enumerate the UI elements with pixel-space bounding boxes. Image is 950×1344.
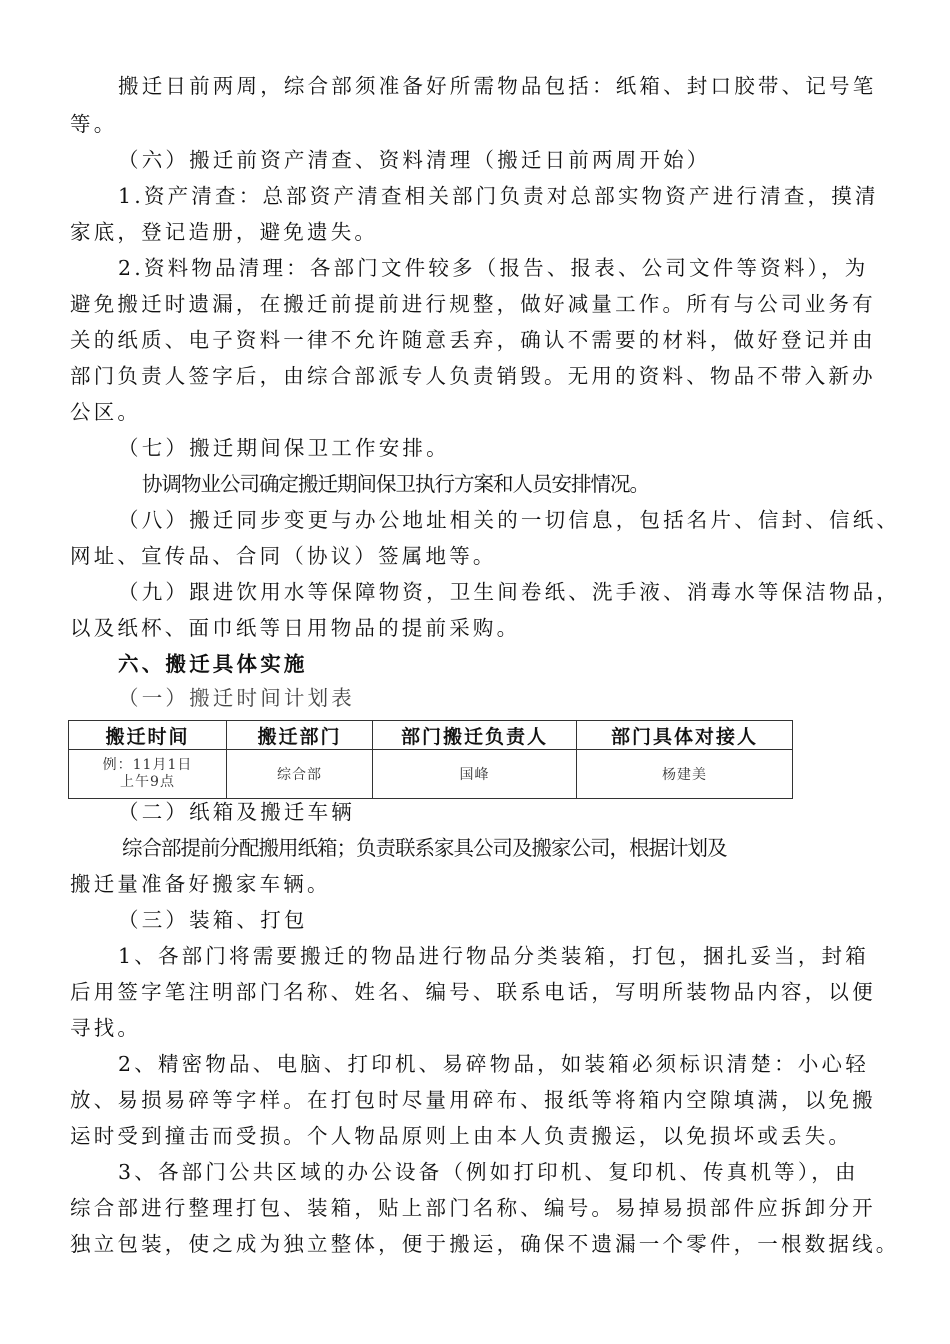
paragraph-line: 协调物业公司确定搬迁期间保卫执行方案和人员安排情况。 (142, 472, 649, 496)
section-heading: （八）搬迁同步变更与办公地址相关的一切信息，包括名片、信封、信纸、 (118, 508, 901, 532)
paragraph-line: 综合部提前分配搬用纸箱；负责联系家具公司及搬家公司，根据计划及 (122, 836, 727, 860)
section-heading: （二）纸箱及搬迁车辆 (118, 800, 355, 824)
chapter-heading: 六、搬迁具体实施 (118, 652, 308, 676)
paragraph-line: 以及纸杯、面巾纸等日用物品的提前采购。 (70, 616, 521, 640)
paragraph-line: 公区。 (70, 400, 142, 424)
section-heading: （九）跟进饮用水等保障物资，卫生间卷纸、洗手液、消毒水等保洁物品， (118, 580, 901, 604)
paragraph-line: 寻找。 (70, 1016, 142, 1040)
paragraph-line: 综合部进行整理打包、装箱，贴上部门名称、编号。易掉易损部件应拆卸分开 (70, 1196, 876, 1220)
paragraph-line: 1、各部门将需要搬迁的物品进行物品分类装箱，打包，捆扎妥当，封箱 (118, 944, 869, 968)
section-heading: （三）装箱、打包 (118, 908, 308, 932)
paragraph-line: 放、易损易碎等字样。在打包时尽量用碎布、报纸等将箱内空隙填满，以免搬 (70, 1088, 876, 1112)
table-header-cell: 搬迁时间 (69, 721, 227, 750)
section-heading: （七）搬迁期间保卫工作安排。 (118, 436, 450, 460)
paragraph-line: 搬迁量准备好搬家车辆。 (70, 872, 331, 896)
paragraph-line: 部门负责人签字后，由综合部派专人负责销毁。无用的资料、物品不带入新办 (70, 364, 876, 388)
table-cell-leader: 国峰 (373, 750, 577, 799)
paragraph-line: 2、精密物品、电脑、打印机、易碎物品，如装箱必须标识清楚：小心轻 (118, 1052, 869, 1076)
table-row (69, 750, 793, 799)
paragraph-line: 等。 (70, 112, 118, 136)
paragraph-line: 3、各部门公共区域的办公设备（例如打印机、复印机、传真机等），由 (118, 1160, 859, 1184)
paragraph-line: 家底，登记造册，避免遗失。 (70, 220, 379, 244)
paragraph-line: 2.资料物品清理：各部门文件较多（报告、报表、公司文件等资料），为 (118, 256, 869, 280)
paragraph-line: 关的纸质、电子资料一律不允许随意丢弃，确认不需要的材料，做好登记并由 (70, 328, 876, 352)
table-cell-contact: 杨建美 (577, 750, 793, 799)
paragraph-line: 搬迁日前两周，综合部须准备好所需物品包括：纸箱、封口胶带、记号笔 (118, 74, 877, 98)
paragraph-line: 独立包装，使之成为独立整体，便于搬运，确保不遗漏一个零件，一根数据线。 (70, 1232, 900, 1256)
table-caption: （一）搬迁时间计划表 (118, 686, 355, 710)
paragraph-line: 网址、宣传品、合同（协议）签属地等。 (70, 544, 497, 568)
table-cell-department: 综合部 (227, 750, 373, 799)
table-header-cell: 部门搬迁负责人 (373, 721, 577, 750)
time-line-2: 上午9点 (120, 774, 175, 790)
table-header-cell: 部门具体对接人 (577, 721, 793, 750)
paragraph-line: 1.资产清查：总部资产清查相关部门负责对总部实物资产进行清查，摸清 (118, 184, 879, 208)
paragraph-line: 运时受到撞击而受损。个人物品原则上由本人负责搬运，以免损坏或丢失。 (70, 1124, 853, 1148)
paragraph-line: 避免搬迁时遗漏，在搬迁前提前进行规整，做好减量工作。所有与公司业务有 (70, 292, 876, 316)
relocation-schedule-table (68, 720, 793, 799)
paragraph-line: 后用签字笔注明部门名称、姓名、编号、联系电话，写明所装物品内容，以便 (70, 980, 876, 1004)
time-line-1: 例：11月1日 (102, 757, 193, 773)
table-cell-time (69, 750, 227, 799)
section-heading: （六）搬迁前资产清查、资料清理（搬迁日前两周开始） (118, 148, 711, 172)
table-header-row (69, 721, 793, 750)
table-header-cell: 搬迁部门 (227, 721, 373, 750)
